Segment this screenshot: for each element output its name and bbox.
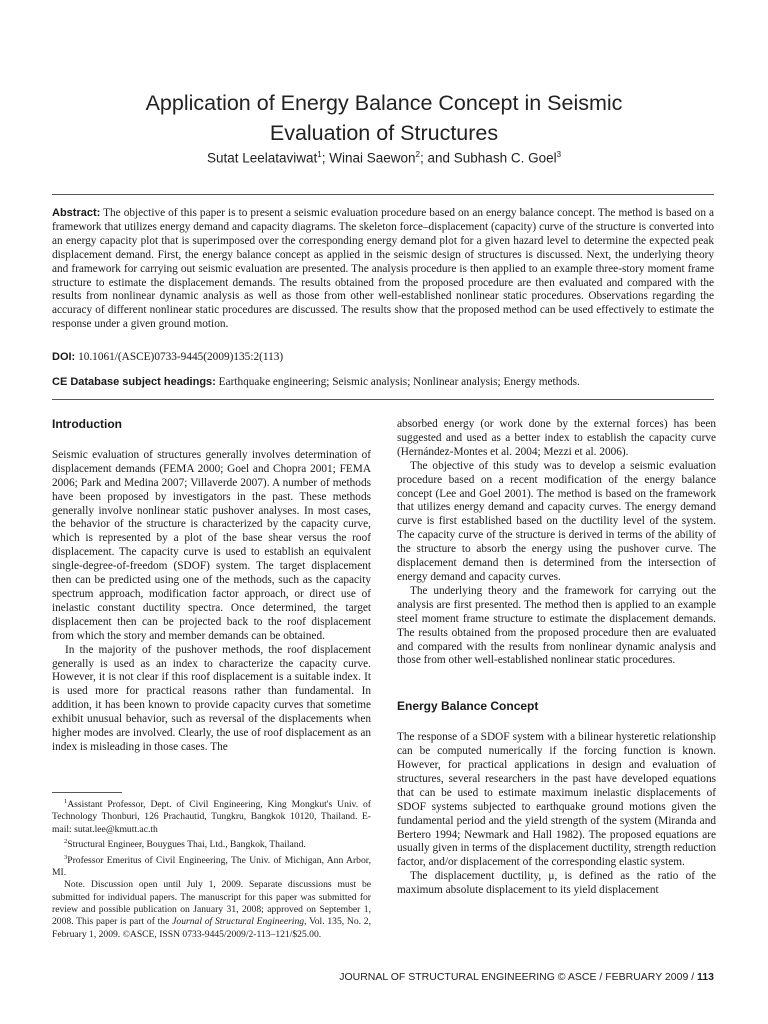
- footnote-marker: 2: [64, 838, 68, 846]
- section-heading-energy-balance: Energy Balance Concept: [397, 699, 539, 714]
- abstract-text: The objective of this paper is to present a seismic evaluation procedure based on an energy balance concept. The method is based on a framework that utilizes energy demand and capacity diagrams. The skeleton force–displacement (capacity) curve of the structure is converted into an energy capacity plot that is superimposed over the corresponding energy demand plot for a given hazard level to determine the expected peak displacement demand. First, the energy balance concept as applied in the seismic design of structures is discussed. Next, the underlying theory and framework for carrying out seismic evaluation are presented. The analysis procedure is then applied to an example three-story moment frame structure to estimate the displacement demands. The results obtained from the proposed procedure are then evaluated and compared with the results from nonlinear dynamic analysis as well as those from other well-established nonlinear static procedures. Observations regarding the accuracy of different nonlinear static procedures are discussed. The results show that the proposed method can be used effectively to estimate the response under a given ground motion.: [52, 207, 715, 331]
- footnote-marker: 1: [64, 798, 68, 805]
- author-name: Winai Saewon: [329, 150, 416, 166]
- running-footer: [339, 971, 714, 983]
- footnotes: [52, 796, 371, 941]
- body-paragraph: The objective of this study was to develop a seismic evaluation procedure based on a recent modification of the energy balance concept (Lee and Goel 2001). The method is based on the framework that utilizes energy demand and capacity curves. The energy demand curve is first established based on the ductility level of the system. The capacity curve of the structure is derived in terms of the ability of the structure to absorb the energy using the pushover curve. The displacement demand then is determined from the intersection of energy demand and capacity curves.: [397, 459, 716, 583]
- abstract-top-rule: [52, 194, 714, 195]
- body-paragraph: In the majority of the pushover methods, the roof displacement generally is used as an index to characterize the capacity curve. However, it is not clear if this roof displacement is a suitable index. It is used more for practical reasons rather than fundamental. In addition, it has been known to provide capacity curves that sometime exhibit unusual behavior, such as reversal of the displacements when higher modes are involved. Clearly, the use of roof displacement as an index is misleading in those cases. The: [52, 643, 371, 753]
- note-text-end: , Vol. 135, No. 2, February 1, 2009. ©ASCE, ISSN 0733-9445/2009/2-113–121/$25.00.: [52, 916, 372, 940]
- author-separator: ;: [321, 150, 330, 166]
- abstract-bottom-rule: [52, 399, 714, 400]
- doi-line: [52, 351, 714, 363]
- author-list: [0, 150, 768, 166]
- footnote: [52, 852, 371, 880]
- footnote: [52, 836, 371, 851]
- body-paragraph: The response of a SDOF system with a bilinear hysteretic relationship can be computed numerically if the forcing function is known. However, for practical applications in design and evaluation of structures, several researchers in the past have developed equations that can be used to estimate maximum inelastic displacements of SDOF systems subjected to earthquake ground motions given the fundamental period and the yield strength of the system (Miranda and Bertero 1994; Newmark and Hall 1982). The proposed equations are usually given in terms of the displacement ductility, strength reduction factor, and/or displacement of the corresponding elastic system.: [397, 731, 716, 869]
- footnote-rule: [52, 792, 122, 793]
- body-paragraph: absorbed energy (or work done by the external forces) has been suggested and used as a better index to establish the capacity curve (Hernández-Montes et al. 2004; Mezzi et al. 2006).: [397, 418, 716, 458]
- title-line-1: Application of Energy Balance Concept in Seismic: [145, 91, 623, 115]
- author-name: Subhash C. Goel: [453, 150, 557, 166]
- title-line-2: Evaluation of Structures: [269, 121, 499, 145]
- subject-headings-label: CE Database subject headings:: [52, 376, 216, 388]
- discussion-note: [52, 879, 371, 940]
- footnote: [52, 796, 371, 836]
- running-footer-text: JOURNAL OF STRUCTURAL ENGINEERING © ASCE / FEBRUARY 2009 /: [339, 971, 698, 983]
- author-affiliation-marker: 2: [415, 150, 420, 159]
- author-name: Sutat Leelataviwat: [206, 150, 318, 166]
- author-separator: ; and: [420, 150, 454, 166]
- author-affiliation-marker: 1: [317, 150, 322, 159]
- paper-title: [0, 88, 768, 148]
- doi-value: 10.1061/(ASCE)0733-9445(2009)135:2(113): [78, 351, 284, 363]
- footnote-text: Professor Emeritus of Civil Engineering, The Univ. of Michigan, Ann Arbor, MI.: [52, 854, 371, 879]
- footnote-marker: 3: [64, 853, 68, 861]
- journal-name: Journal of Structural Engineering: [172, 916, 305, 928]
- body-paragraph: The underlying theory and the framework for carrying out the analysis are first presented. The method then is applied to an example steel moment frame structure to estimate the displacement demands. The results obtained from the proposed procedure then are evaluated and compared with the results from nonlinear dynamic analysis and those from other well-established nonlinear static procedures.: [397, 584, 716, 667]
- footnote-text: Assistant Professor, Dept. of Civil Engineering, King Mongkut's Univ. of Technology Thonburi, 126 Prachautid, Tungkru, Bangkok 10120, Thailand. E-mail: sutat.lee@kmutt.ac.th: [52, 799, 371, 835]
- body-paragraph: Seismic evaluation of structures generally involves determination of displacement demands (FEMA 2000; Goel and Chopra 2001; FEMA 2006; Park and Medina 2007; Villaverde 2007). A number of methods have been proposed by investigators in the past. These methods generally involve nonlinear static pushover analyses. In most cases, the behavior of the structure is characterized by the capacity curve, which is represented by a plot of the base shear versus the roof displacement. The capacity curve is used to establish an equivalent single-degree-of-freedom (SDOF) system. The target displacement then can be predicted using one of the methods, such as the capacity spectrum approach, modification factor approach, or direct use of inelastic constant ductility spectra. Once determined, the target displacement then can be projected back to the roof displacement from which the story and member demands can be obtained.: [52, 448, 371, 642]
- right-column: [397, 418, 716, 898]
- footnote-text: Structural Engineer, Bouygues Thai, Ltd., Bangkok, Thailand.: [67, 839, 306, 851]
- left-column: [52, 418, 371, 755]
- subject-headings: [52, 376, 714, 388]
- abstract-label: Abstract:: [52, 207, 101, 219]
- doi-label: DOI:: [52, 351, 76, 363]
- note-text: Note. Discussion open until July 1, 2009. Separate discussions must be submitted for individual papers. The manuscript for this paper was submitted for review and possible publication on January 31, 2008; approved on September 1, 2008. This paper is part of the: [52, 879, 371, 928]
- page-number: 113: [697, 971, 714, 983]
- author-affiliation-marker: 3: [556, 150, 562, 159]
- subject-headings-text: Earthquake engineering; Seismic analysis; Nonlinear analysis; Energy methods.: [218, 376, 580, 388]
- body-paragraph: The displacement ductility, μ, is defined as the ratio of the maximum absolute displacement to its yield displacement: [397, 870, 716, 897]
- section-heading-introduction: Introduction: [52, 417, 122, 431]
- abstract: [52, 207, 714, 332]
